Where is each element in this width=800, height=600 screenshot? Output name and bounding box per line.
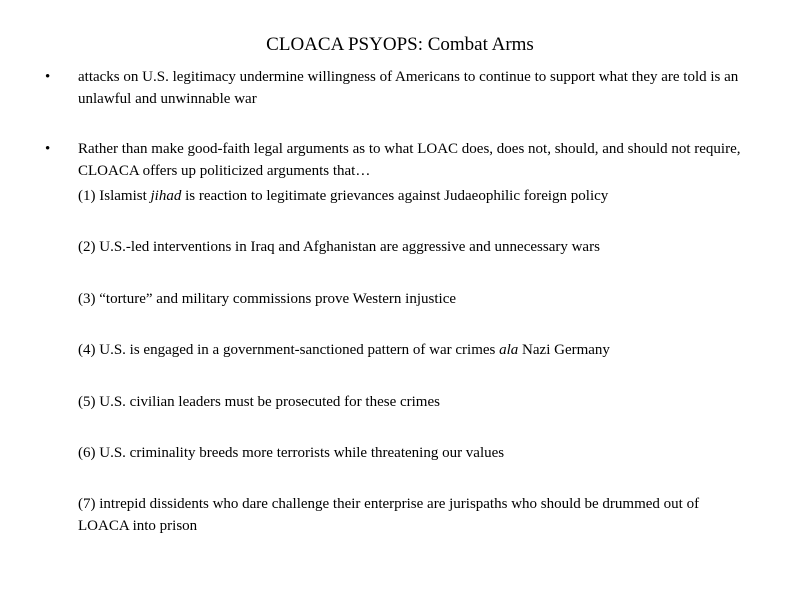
item-emphasis: jihad bbox=[150, 188, 182, 204]
numbered-item: (3) “torture” and military commissions prove Western injustice bbox=[78, 291, 457, 307]
bullet-icon: • bbox=[45, 141, 51, 157]
slide-title: CLOACA PSYOPS: Combat Arms bbox=[266, 34, 534, 55]
numbered-item bbox=[78, 339, 743, 361]
bullet-text: Rather than make good-faith legal arguments as to what LOAC does, does not, should, and should not require, CLOACA offers up politicized arguments that… bbox=[78, 141, 741, 179]
numbered-item: (6) U.S. criminality breeds more terrorists while threatening our values bbox=[78, 445, 505, 461]
item-text: (4) U.S. is engaged in a government-sanctioned pattern of war crimes bbox=[78, 342, 500, 358]
bullet-icon: • bbox=[45, 69, 51, 85]
item-text: Nazi Germany bbox=[518, 342, 610, 358]
item-text: (1) Islamist bbox=[78, 188, 151, 204]
numbered-item: (7) intrepid dissidents who dare challenge their enterprise are jurispaths who should be drummed out of LOACA into prison bbox=[78, 496, 700, 534]
numbered-item: (2) U.S.-led interventions in Iraq and Afghanistan are aggressive and unnecessary wars bbox=[78, 239, 600, 255]
numbered-item bbox=[78, 185, 743, 207]
bullet-text: attacks on U.S. legitimacy undermine willingness of Americans to continue to support what they are told is an unlawful and unwinnable war bbox=[78, 69, 739, 107]
item-emphasis: ala bbox=[499, 342, 519, 358]
item-text: is reaction to legitimate grievances against Judaeophilic foreign policy bbox=[181, 188, 609, 204]
numbered-item: (5) U.S. civilian leaders must be prosecuted for these crimes bbox=[78, 394, 440, 410]
